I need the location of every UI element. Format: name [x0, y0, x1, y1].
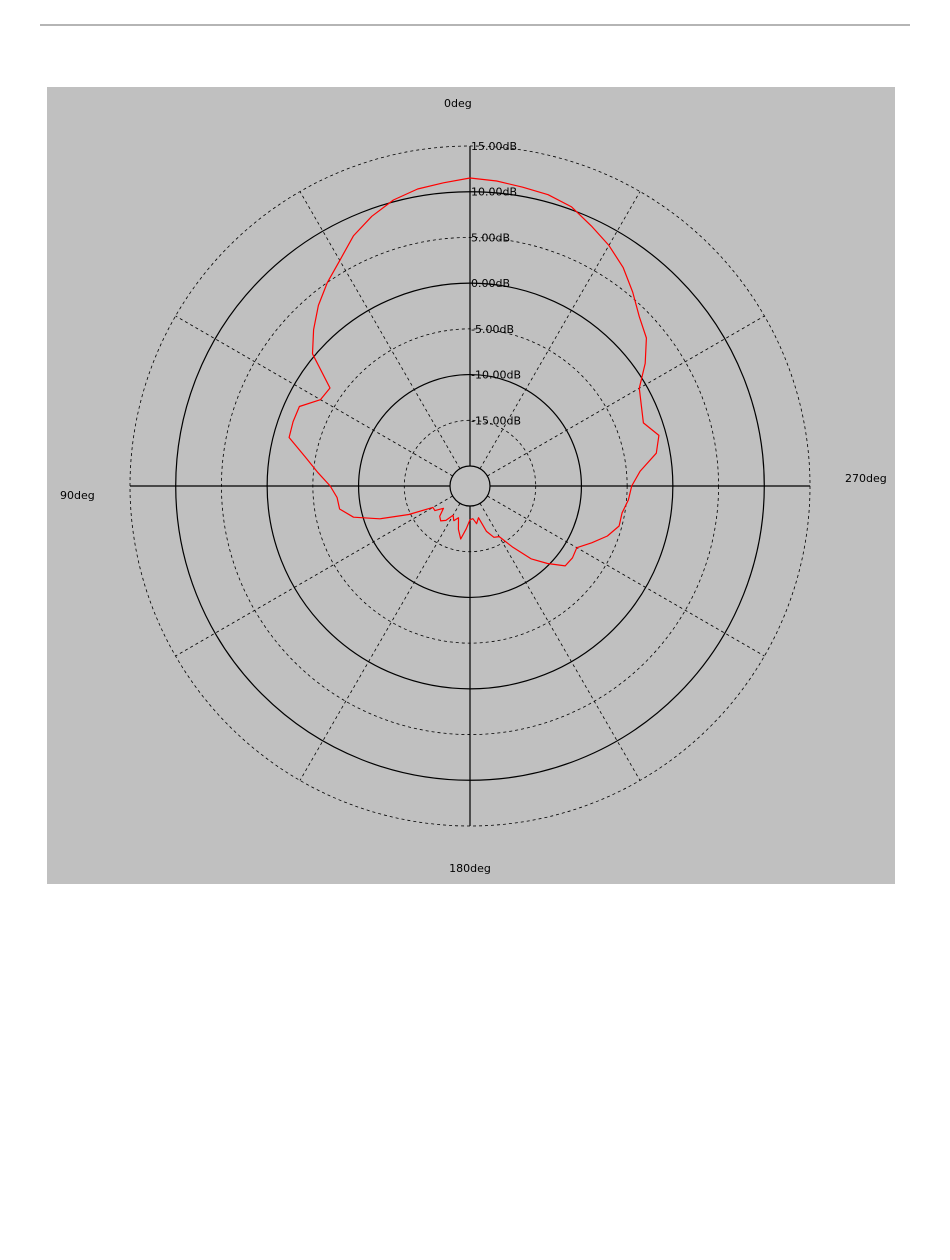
- radial-label: 15.00dB: [471, 140, 518, 153]
- radial-label: -5.00dB: [471, 322, 514, 336]
- angle-label: 270deg: [845, 472, 887, 485]
- radial-labels: [471, 140, 521, 427]
- radial-label: -10.00dB: [471, 368, 521, 382]
- angle-label: 180deg: [449, 862, 491, 875]
- grid-ring: [450, 466, 490, 506]
- radial-label: 5.00dB: [471, 231, 511, 245]
- polar-chart: [47, 87, 895, 884]
- angle-label: 0deg: [444, 97, 472, 110]
- polar-grid: [130, 146, 810, 826]
- radial-label: 0.00dB: [471, 277, 511, 291]
- polar-chart-panel: [47, 87, 895, 884]
- radial-label: -15.00dB: [471, 414, 521, 428]
- top-rule: [40, 24, 910, 26]
- angle-label: 90deg: [60, 489, 95, 502]
- radial-label: 10.00dB: [471, 185, 518, 199]
